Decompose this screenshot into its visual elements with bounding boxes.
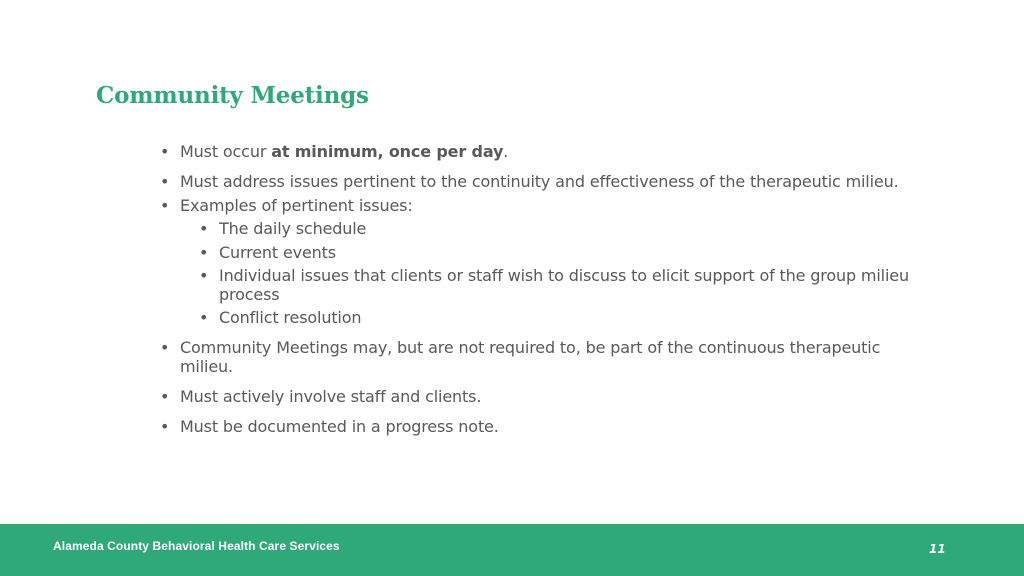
footer-organization: Alameda County Behavioral Health Care Services <box>53 539 340 553</box>
bullet-icon: • <box>160 172 170 191</box>
slide-title: Community Meetings <box>96 82 369 109</box>
bullet-list <box>160 143 920 436</box>
bullet-text: Must address issues pertinent to the continuity and effectiveness of the therapeutic milieu. <box>180 172 899 191</box>
bullet-icon: • <box>199 266 209 285</box>
bullet-icon: • <box>199 219 209 238</box>
bullet-text: Must be documented in a progress note. <box>180 416 499 436</box>
sub-bullet-item <box>160 267 920 304</box>
bullet-text: Community Meetings may, but are not required to, be part of the continuous therapeutic milieu. <box>180 338 881 376</box>
sub-bullet-text: Individual issues that clients or staff wish to discuss to elicit support of the group milieu process <box>219 266 909 304</box>
bullet-item-documented <box>160 418 920 437</box>
sub-bullet-text: The daily schedule <box>219 219 367 238</box>
bullet-text-end: . <box>503 142 509 161</box>
bullet-icon: • <box>160 142 170 161</box>
bullet-item-frequency <box>160 143 920 162</box>
bullet-icon: • <box>199 242 209 262</box>
bullet-icon: • <box>160 338 170 357</box>
sub-bullet-text: Conflict resolution <box>219 308 362 327</box>
bullet-icon: • <box>160 416 170 436</box>
page-number: 11 <box>929 542 946 556</box>
sub-bullet-item <box>160 220 920 239</box>
bullet-icon: • <box>160 195 170 215</box>
sub-bullet-item <box>160 309 920 328</box>
bullet-text: Must occur <box>180 142 272 161</box>
sub-bullet-item <box>160 244 920 263</box>
bullet-emphasis: at minimum, once per day <box>271 142 504 161</box>
bullet-text: Examples of pertinent issues: <box>180 195 413 215</box>
sub-bullet-text: Current events <box>219 242 336 262</box>
footer-bar <box>0 524 1024 576</box>
bullet-icon: • <box>199 308 209 327</box>
bullet-item-involve <box>160 388 920 407</box>
bullet-item-issues <box>160 173 920 192</box>
bullet-icon: • <box>160 386 170 406</box>
bullet-item-continuous <box>160 339 920 376</box>
bullet-text: Must actively involve staff and clients. <box>180 386 482 406</box>
bullet-item-examples <box>160 197 920 216</box>
